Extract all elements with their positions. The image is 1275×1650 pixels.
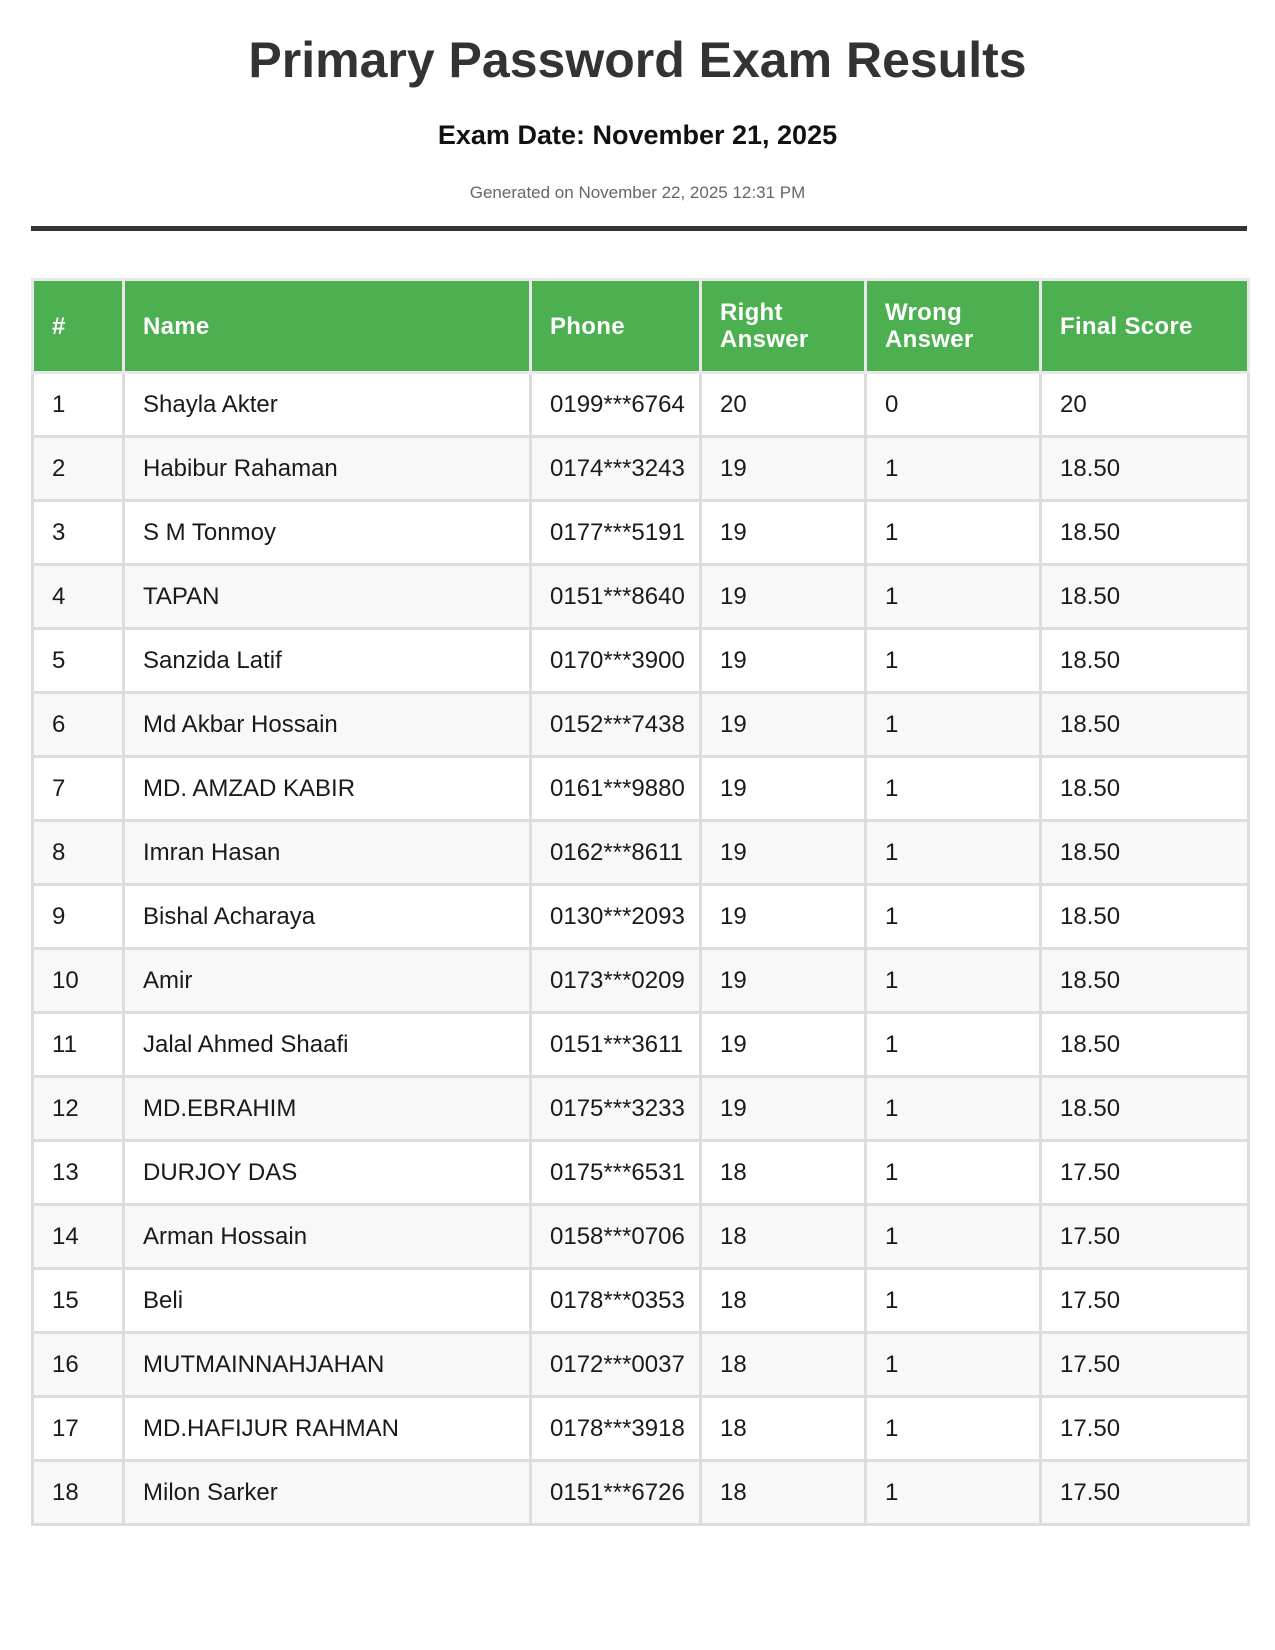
name-cell: TAPAN	[124, 565, 531, 629]
header-divider	[31, 226, 1247, 231]
wrong-answer-cell: 1	[866, 1077, 1041, 1141]
table-row	[33, 1269, 1249, 1333]
phone-cell: 0173***0209	[531, 949, 701, 1013]
right-answer-cell: 18	[701, 1205, 866, 1269]
table-row	[33, 1461, 1249, 1525]
name-cell: Bishal Acharaya	[124, 885, 531, 949]
final-score-cell: 18.50	[1041, 629, 1249, 693]
final-score-cell: 17.50	[1041, 1461, 1249, 1525]
rank-cell: 1	[33, 373, 124, 437]
rank-cell: 16	[33, 1333, 124, 1397]
final-score-cell: 17.50	[1041, 1333, 1249, 1397]
name-cell: MD. AMZAD KABIR	[124, 757, 531, 821]
table-row	[33, 437, 1249, 501]
phone-cell: 0175***6531	[531, 1141, 701, 1205]
final-score-cell: 18.50	[1041, 949, 1249, 1013]
final-score-cell: 18.50	[1041, 1013, 1249, 1077]
right-answer-cell: 19	[701, 693, 866, 757]
rank-cell: 18	[33, 1461, 124, 1525]
table-row	[33, 757, 1249, 821]
rank-cell: 17	[33, 1397, 124, 1461]
rank-cell: 9	[33, 885, 124, 949]
final-score-cell: 18.50	[1041, 565, 1249, 629]
right-answer-cell: 19	[701, 501, 866, 565]
rank-cell: 2	[33, 437, 124, 501]
name-cell: Shayla Akter	[124, 373, 531, 437]
wrong-answer-cell: 1	[866, 757, 1041, 821]
phone-cell: 0170***3900	[531, 629, 701, 693]
right-answer-cell: 18	[701, 1333, 866, 1397]
page-title: Primary Password Exam Results	[248, 32, 1027, 88]
table-row	[33, 373, 1249, 437]
column-header-rank: #	[33, 280, 124, 373]
final-score-cell: 17.50	[1041, 1269, 1249, 1333]
table-row	[33, 1077, 1249, 1141]
name-cell: Arman Hossain	[124, 1205, 531, 1269]
phone-cell: 0158***0706	[531, 1205, 701, 1269]
column-header-wrong-answer: Wrong Answer	[866, 280, 1041, 373]
name-cell: Sanzida Latif	[124, 629, 531, 693]
phone-cell: 0151***8640	[531, 565, 701, 629]
table-row	[33, 949, 1249, 1013]
right-answer-cell: 19	[701, 1013, 866, 1077]
right-answer-cell: 18	[701, 1269, 866, 1333]
table-row	[33, 501, 1249, 565]
name-cell: MUTMAINNAHJAHAN	[124, 1333, 531, 1397]
wrong-answer-cell: 1	[866, 1461, 1041, 1525]
wrong-answer-cell: 0	[866, 373, 1041, 437]
name-cell: Jalal Ahmed Shaafi	[124, 1013, 531, 1077]
wrong-answer-cell: 1	[866, 1141, 1041, 1205]
generated-timestamp: Generated on November 22, 2025 12:31 PM	[469, 183, 806, 202]
rank-cell: 8	[33, 821, 124, 885]
rank-cell: 4	[33, 565, 124, 629]
right-answer-cell: 18	[701, 1397, 866, 1461]
phone-cell: 0151***6726	[531, 1461, 701, 1525]
final-score-cell: 18.50	[1041, 757, 1249, 821]
wrong-answer-cell: 1	[866, 821, 1041, 885]
wrong-answer-cell: 1	[866, 693, 1041, 757]
right-answer-cell: 19	[701, 885, 866, 949]
name-cell: DURJOY DAS	[124, 1141, 531, 1205]
phone-cell: 0177***5191	[531, 501, 701, 565]
wrong-answer-cell: 1	[866, 1205, 1041, 1269]
name-cell: Md Akbar Hossain	[124, 693, 531, 757]
table-row	[33, 885, 1249, 949]
phone-cell: 0172***0037	[531, 1333, 701, 1397]
table-row	[33, 1333, 1249, 1397]
right-answer-cell: 19	[701, 821, 866, 885]
phone-cell: 0162***8611	[531, 821, 701, 885]
right-answer-cell: 18	[701, 1461, 866, 1525]
rank-cell: 3	[33, 501, 124, 565]
final-score-cell: 18.50	[1041, 821, 1249, 885]
phone-cell: 0152***7438	[531, 693, 701, 757]
exam-date: Exam Date: November 21, 2025	[437, 120, 838, 150]
right-answer-cell: 19	[701, 565, 866, 629]
wrong-answer-cell: 1	[866, 1013, 1041, 1077]
table-row	[33, 693, 1249, 757]
right-answer-cell: 19	[701, 949, 866, 1013]
right-answer-cell: 18	[701, 1141, 866, 1205]
phone-cell: 0178***0353	[531, 1269, 701, 1333]
table-row	[33, 629, 1249, 693]
phone-cell: 0130***2093	[531, 885, 701, 949]
final-score-cell: 18.50	[1041, 885, 1249, 949]
rank-cell: 14	[33, 1205, 124, 1269]
rank-cell: 5	[33, 629, 124, 693]
right-answer-cell: 19	[701, 757, 866, 821]
report-header	[0, 0, 1275, 204]
phone-cell: 0161***9880	[531, 757, 701, 821]
final-score-cell: 18.50	[1041, 1077, 1249, 1141]
table-row	[33, 1141, 1249, 1205]
right-answer-cell: 19	[701, 437, 866, 501]
wrong-answer-cell: 1	[866, 885, 1041, 949]
results-table	[31, 278, 1250, 1526]
name-cell: S M Tonmoy	[124, 501, 531, 565]
rank-cell: 15	[33, 1269, 124, 1333]
table-row	[33, 1205, 1249, 1269]
rank-cell: 10	[33, 949, 124, 1013]
phone-cell: 0151***3611	[531, 1013, 701, 1077]
right-answer-cell: 20	[701, 373, 866, 437]
phone-cell: 0178***3918	[531, 1397, 701, 1461]
phone-cell: 0199***6764	[531, 373, 701, 437]
name-cell: Amir	[124, 949, 531, 1013]
name-cell: MD.EBRAHIM	[124, 1077, 531, 1141]
final-score-cell: 18.50	[1041, 437, 1249, 501]
wrong-answer-cell: 1	[866, 1333, 1041, 1397]
table-row	[33, 1013, 1249, 1077]
table-header	[33, 280, 1249, 373]
column-header-final-score: Final Score	[1041, 280, 1249, 373]
wrong-answer-cell: 1	[866, 565, 1041, 629]
wrong-answer-cell: 1	[866, 501, 1041, 565]
table-row	[33, 821, 1249, 885]
column-header-name: Name	[124, 280, 531, 373]
rank-cell: 11	[33, 1013, 124, 1077]
name-cell: Habibur Rahaman	[124, 437, 531, 501]
wrong-answer-cell: 1	[866, 949, 1041, 1013]
wrong-answer-cell: 1	[866, 437, 1041, 501]
phone-cell: 0174***3243	[531, 437, 701, 501]
rank-cell: 12	[33, 1077, 124, 1141]
final-score-cell: 17.50	[1041, 1141, 1249, 1205]
wrong-answer-cell: 1	[866, 629, 1041, 693]
table-row	[33, 1397, 1249, 1461]
right-answer-cell: 19	[701, 1077, 866, 1141]
wrong-answer-cell: 1	[866, 1269, 1041, 1333]
column-header-right-answer: Right Answer	[701, 280, 866, 373]
wrong-answer-cell: 1	[866, 1397, 1041, 1461]
final-score-cell: 18.50	[1041, 693, 1249, 757]
table-row	[33, 565, 1249, 629]
rank-cell: 13	[33, 1141, 124, 1205]
phone-cell: 0175***3233	[531, 1077, 701, 1141]
final-score-cell: 17.50	[1041, 1205, 1249, 1269]
rank-cell: 7	[33, 757, 124, 821]
final-score-cell: 18.50	[1041, 501, 1249, 565]
name-cell: Milon Sarker	[124, 1461, 531, 1525]
rank-cell: 6	[33, 693, 124, 757]
name-cell: MD.HAFIJUR RAHMAN	[124, 1397, 531, 1461]
header-row	[33, 280, 1249, 373]
final-score-cell: 17.50	[1041, 1397, 1249, 1461]
name-cell: Beli	[124, 1269, 531, 1333]
column-header-phone: Phone	[531, 280, 701, 373]
right-answer-cell: 19	[701, 629, 866, 693]
table-body	[33, 373, 1249, 1525]
name-cell: Imran Hasan	[124, 821, 531, 885]
final-score-cell: 20	[1041, 373, 1249, 437]
